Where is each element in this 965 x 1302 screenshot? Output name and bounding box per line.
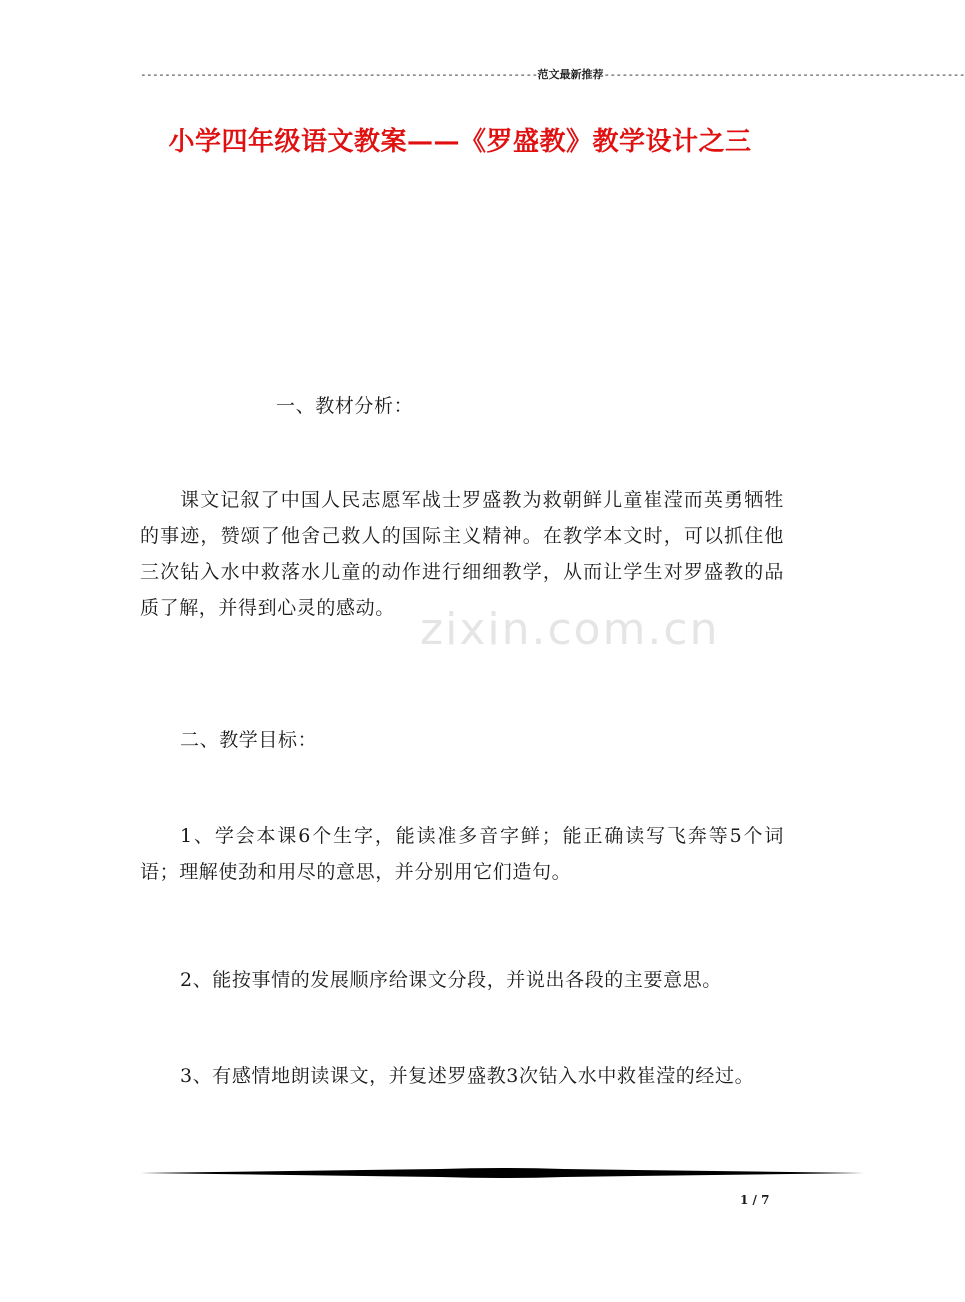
section2-heading: 二、教学目标： <box>180 729 318 751</box>
section1-heading: 一、教材分析： <box>276 395 414 417</box>
section1-body: 课文记叙了中国人民志愿军战士罗盛教为救朝鲜儿童崔滢而英勇牺牲的事迹，赞颂了他舍己救人的国际主义精神。在教学本文时，可以抓住他三次钻入水中救落水儿童的动作进行细细教学，从而让学生对罗盛教的品质了解，并得到心灵的感动。 <box>140 489 784 619</box>
header-dashes-left: ------------------------------------------------------------------ <box>140 68 538 81</box>
goal-2: 2、能按事情的发展顺序给课文分段，并说出各段的主要意思。 <box>180 969 722 991</box>
page-number: 1 / 7 <box>740 1193 770 1207</box>
header-label: 范文最新推荐 <box>537 68 604 81</box>
goal-1: 1、学会本课6个生字，能读准多音字鲜；能正确读写飞奔等5个词语；理解使劲和用尽的意思，并分别用它们造句。 <box>140 825 784 883</box>
page-header <box>140 66 965 84</box>
header-dashes-right: ------------------------------------------------------------ <box>603 68 965 81</box>
goal-3: 3、有感情地朗读课文，并复述罗盛教3次钻入水中救崔滢的经过。 <box>180 1065 755 1087</box>
document-title: 小学四年级语文教案——《罗盛教》教学设计之三 <box>168 127 752 157</box>
footer-rule <box>140 1166 864 1180</box>
watermark: zixin.com.cn <box>420 604 720 655</box>
